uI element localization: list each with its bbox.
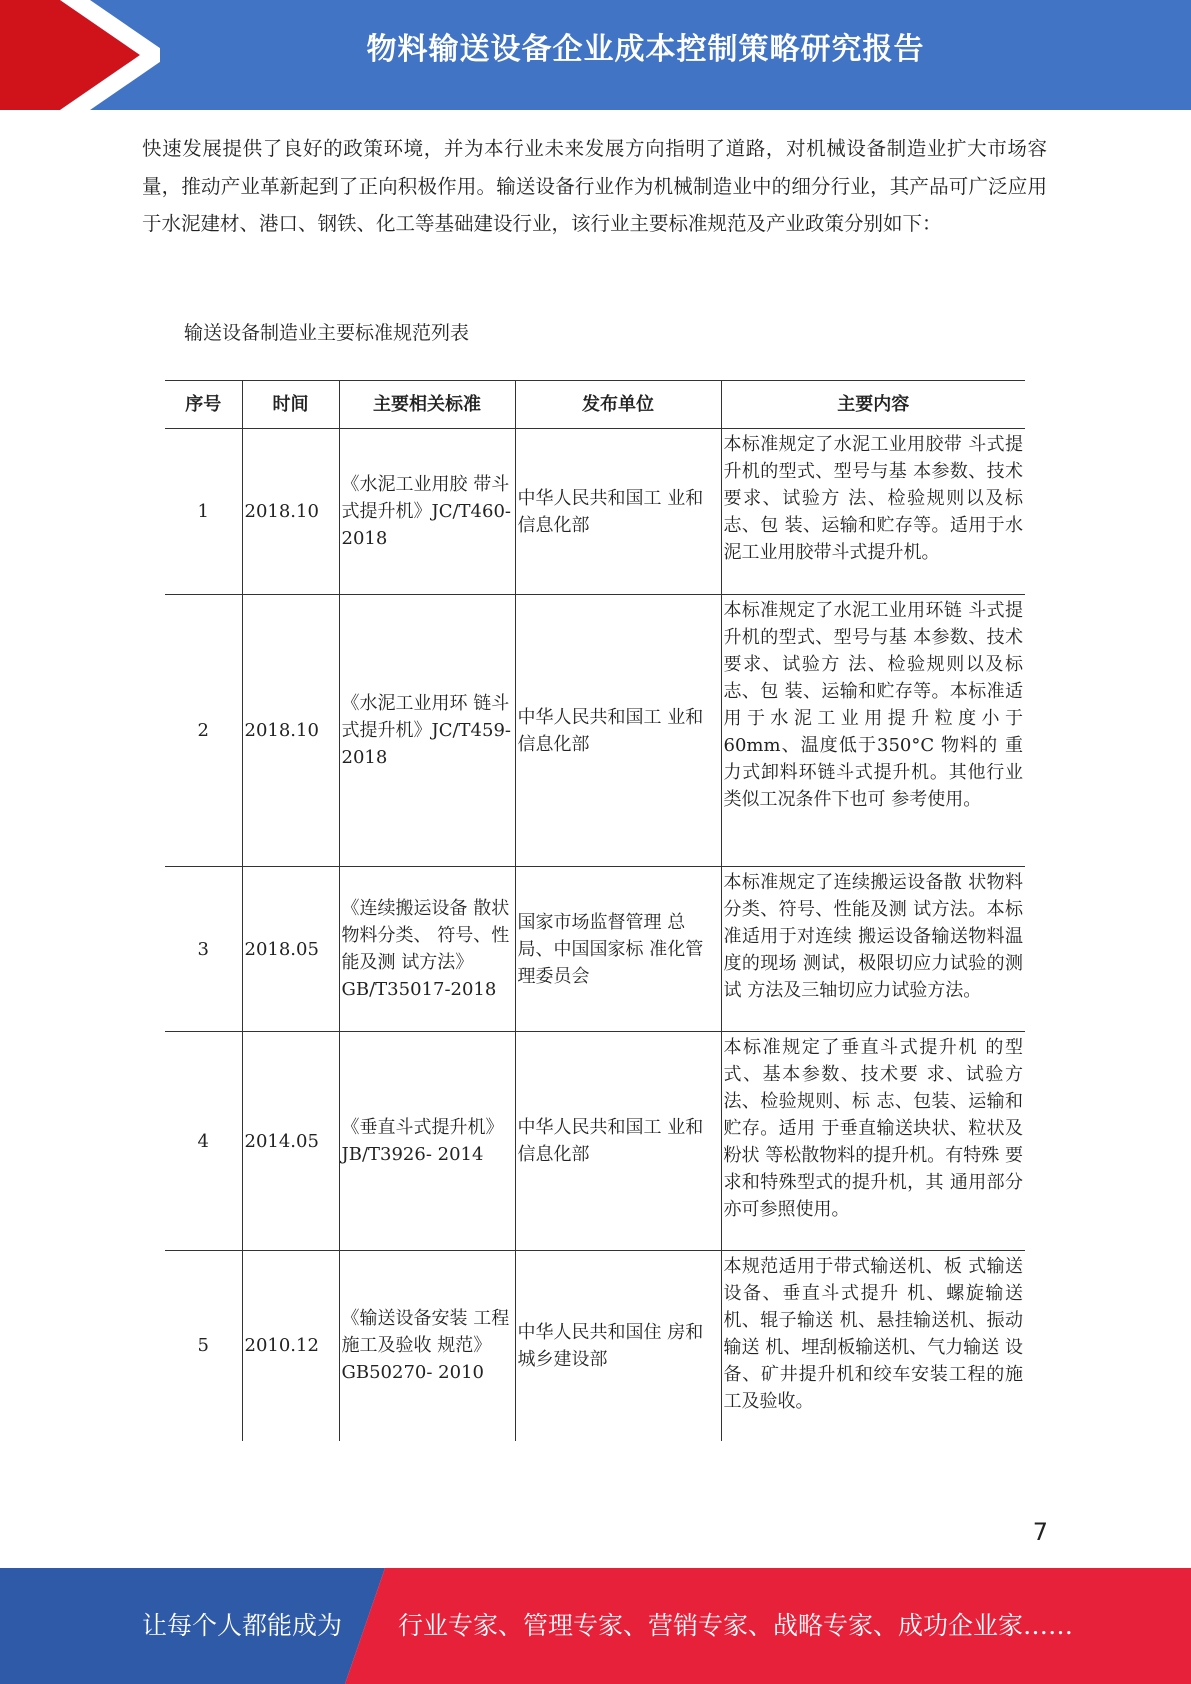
- header-standard: 主要相关标准: [339, 381, 515, 429]
- row-content: 本标准规定了水泥工业用胶带 斗式提升机的型式、型号与基 本参数、技术要求、试验方 法、检验规则以及标志、包 装、运输和贮存等。适用于水 泥工业用胶带斗式提升机。: [721, 429, 1025, 595]
- row-content: 本标准规定了连续搬运设备散 状物料分类、符号、性能及测 试方法。本标准适用于对连续 搬运设备输送物料温度的现场 测试，极限切应力试验的测试 方法及三轴切应力试验方法。: [721, 867, 1025, 1032]
- table-row: [165, 1032, 1025, 1251]
- table-row: [165, 867, 1025, 1032]
- intro-paragraph: 快速发展提供了良好的政策环境，并为本行业未来发展方向指明了道路，对机械设备制造业扩大市场容量，推动产业革新起到了正向积极作用。输送设备行业作为机械制造业中的细分行业，其产品可广泛应用于水泥建材、港口、钢铁、化工等基础建设行业，该行业主要标准规范及产业政策分别如下：: [142, 137, 1047, 235]
- row-issuer: 中华人民共和国工 业和信息化部: [515, 429, 721, 595]
- page-number: 7: [1032, 1518, 1048, 1546]
- table-caption: 输送设备制造业主要标准规范列表: [184, 322, 470, 344]
- page-footer: [0, 1568, 1191, 1684]
- footer-slogan-left: 让每个人都能成为: [142, 1611, 343, 1640]
- standards-table: [165, 380, 1025, 1441]
- header-no: 序号: [165, 381, 242, 429]
- row-date: 2010.12: [242, 1251, 339, 1441]
- row-issuer: 中华人民共和国住 房和城乡建设部: [515, 1251, 721, 1441]
- row-standard: 《连续搬运设备 散状物料分类、 符号、性能及测 试方法》GB/T35017-2018: [339, 867, 515, 1032]
- row-standard: 《水泥工业用环 链斗式提升机》JC/T459-2018: [339, 595, 515, 867]
- footer-slogan-right: 行业专家、管理专家、营销专家、战略专家、成功企业家……: [398, 1611, 1074, 1640]
- row-standard: 《水泥工业用胶 带斗式提升机》JC/T460-2018: [339, 429, 515, 595]
- row-no: 5: [165, 1251, 242, 1441]
- header-issuer: 发布单位: [515, 381, 721, 429]
- row-standard: 《输送设备安装 工程施工及验收 规范》GB50270- 2010: [339, 1251, 515, 1441]
- row-no: 2: [165, 595, 242, 867]
- row-date: 2014.05: [242, 1032, 339, 1251]
- row-content: 本规范适用于带式输送机、板 式输送设备、垂直斗式提升 机、螺旋输送机、辊子输送 机、悬挂输送机、振动输送 机、埋刮板输送机、气力输送 设备、矿井提升机和绞车安装工程的施工及验收。: [723, 1256, 1023, 1412]
- row-no: 3: [165, 867, 242, 1032]
- row-issuer: 中华人民共和国工 业和信息化部: [515, 595, 721, 867]
- table-row: [165, 1251, 1025, 1441]
- header-content: 主要内容: [721, 381, 1025, 429]
- row-date: 2018.10: [242, 595, 339, 867]
- row-content: 本标准规定了垂直斗式提升机 的型式、基本参数、技术要 求、试验方法、检验规则、标 志、包装、运输和贮存。适用 于垂直输送块状、粒状及粉状 等松散物料的提升机。有特殊 要求和特殊型式的提升机，其 通用部分亦可参照使用。: [721, 1032, 1025, 1251]
- row-issuer: 国家市场监督管理 总局、中国国家标 准化管理委员会: [515, 867, 721, 1032]
- table-row: [165, 429, 1025, 595]
- table-row: [165, 595, 1025, 867]
- row-no: 1: [165, 429, 242, 595]
- row-date: 2018.10: [242, 429, 339, 595]
- row-date: 2018.05: [242, 867, 339, 1032]
- row-content: 本标准规定了水泥工业用环链 斗式提升机的型式、型号与基 本参数、技术要求、试验方 法、检验规则以及标志、包 装、运输和贮存等。本标准适 用于水泥工业用提升粒度小于 60mm、温度低于350°C 物料的 重力式卸料环链斗式提升机。其他行业类似工况条件下也可 参考使用。: [721, 595, 1025, 867]
- page-header: [0, 0, 1191, 110]
- table-header-row: [165, 381, 1025, 429]
- header-date: 时间: [242, 381, 339, 429]
- report-title: 物料输送设备企业成本控制策略研究报告: [366, 32, 925, 67]
- row-standard: 《垂直斗式提升机》JB/T3926- 2014: [339, 1032, 515, 1251]
- row-issuer: 中华人民共和国工 业和信息化部: [515, 1032, 721, 1251]
- row-no: 4: [165, 1032, 242, 1251]
